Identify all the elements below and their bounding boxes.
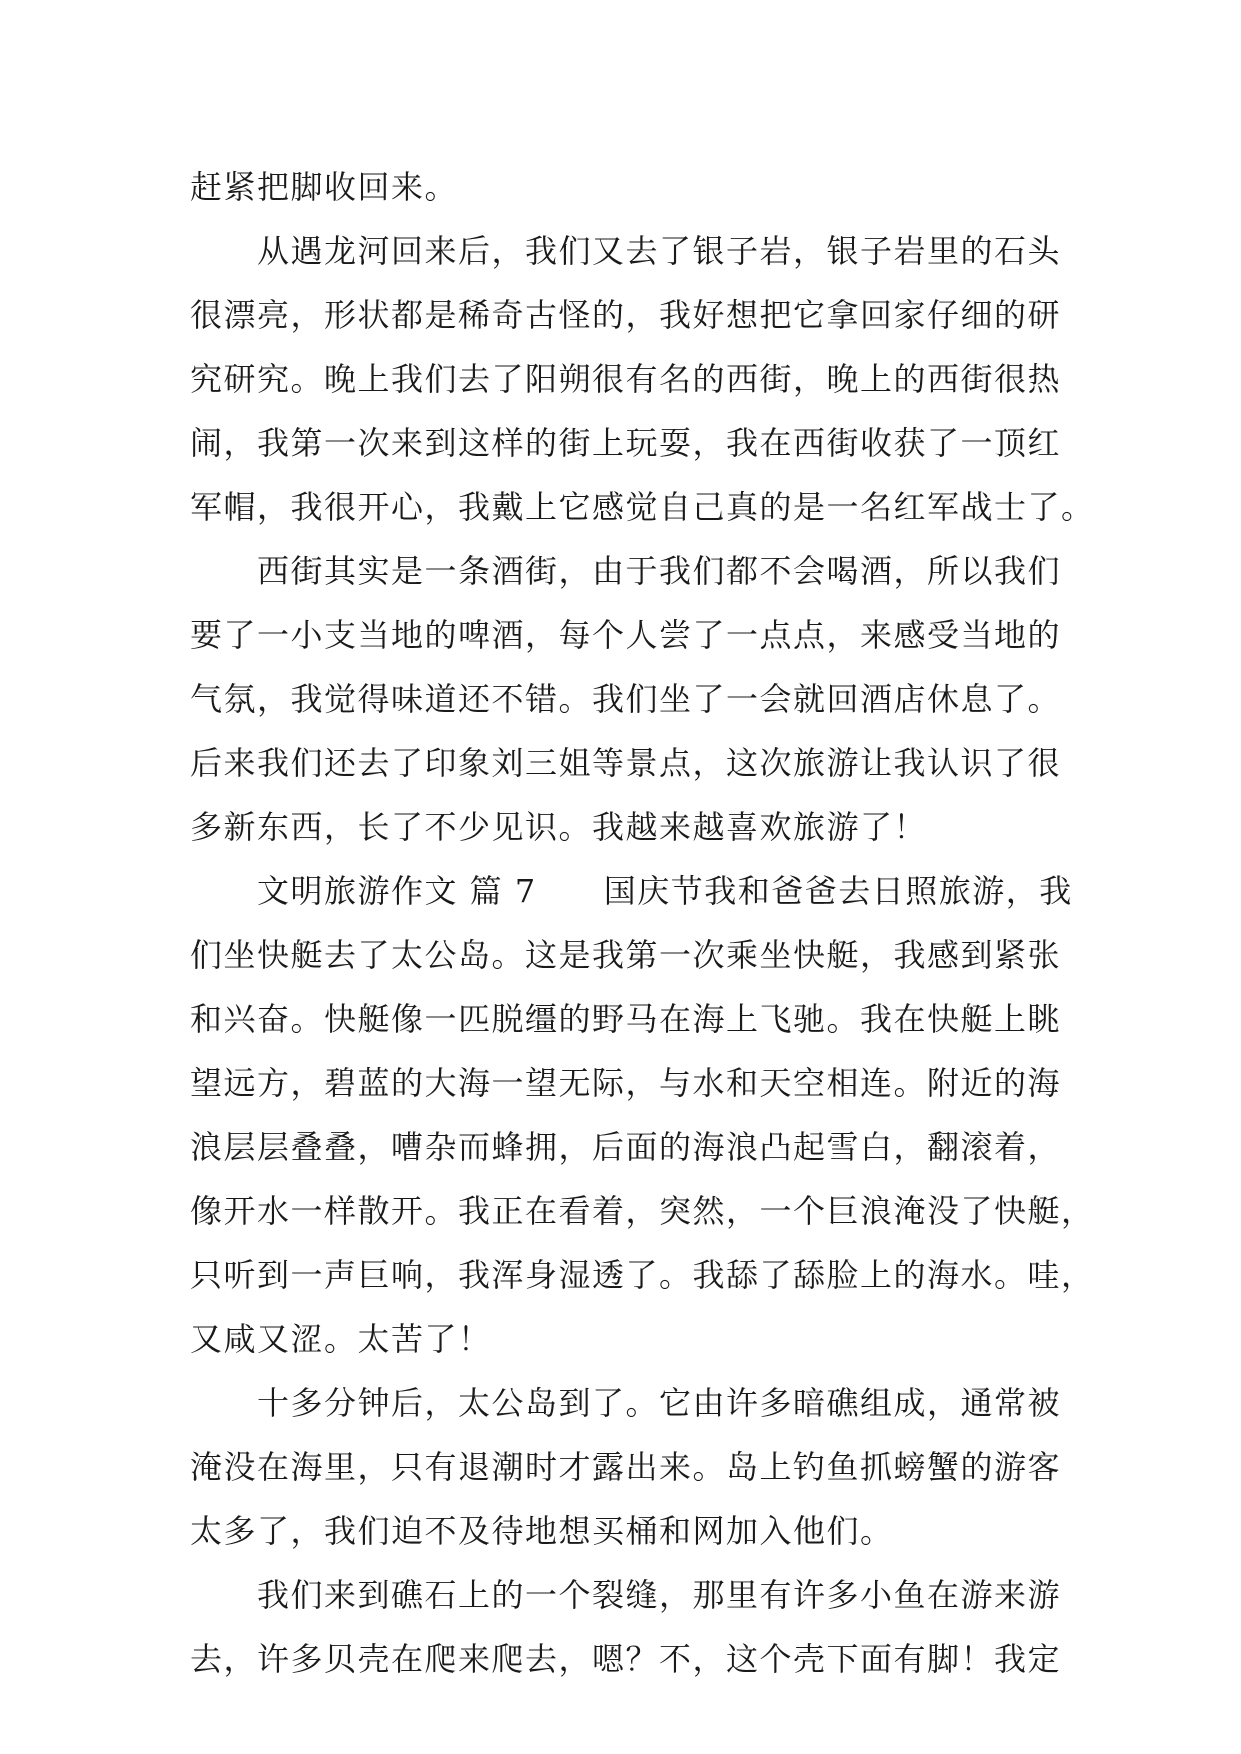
text-line: 从遇龙河回来后，我们又去了银子岩，银子岩里的石头	[190, 232, 1062, 270]
text-line: 后来我们还去了印象刘三姐等景点，这次旅游让我认识了很	[190, 744, 1062, 782]
text-line: 军帽，我很开心，我戴上它感觉自己真的是一名红军战士了。	[190, 488, 1095, 526]
text-line: 要了一小支当地的啤酒，每个人尝了一点点，来感受当地的	[190, 616, 1062, 654]
text-line: 望远方，碧蓝的大海一望无际，与水和天空相连。附近的海	[190, 1064, 1062, 1102]
text-line: 像开水一样散开。我正在看着，突然，一个巨浪淹没了快艇，	[190, 1192, 1095, 1230]
text-line: 赶紧把脚收回来。	[190, 168, 459, 206]
text-line: 多新东西，长了不少见识。我越来越喜欢旅游了！	[190, 808, 928, 846]
text-line: 闹，我第一次来到这样的街上玩耍，我在西街收获了一顶红	[190, 424, 1062, 462]
text-line: 很漂亮，形状都是稀奇古怪的，我好想把它拿回家仔细的研	[190, 296, 1062, 334]
text-line: 我们来到礁石上的一个裂缝，那里有许多小鱼在游来游	[190, 1576, 1062, 1614]
text-line: 浪层层叠叠，嘈杂而蜂拥，后面的海浪凸起雪白，翻滚着，	[190, 1128, 1062, 1166]
text-line: 去，许多贝壳在爬来爬去，嗯？不，这个壳下面有脚！我定	[190, 1640, 1062, 1678]
body-text	[190, 155, 1095, 1691]
text-line: 气氛，我觉得味道还不错。我们坐了一会就回酒店休息了。	[190, 680, 1062, 718]
text-line: 淹没在海里，只有退潮时才露出来。岛上钓鱼抓螃蟹的游客	[190, 1448, 1062, 1486]
text-line: 只听到一声巨响，我浑身湿透了。我舔了舔脸上的海水。哇，	[190, 1256, 1095, 1294]
section-heading-line: 文明旅游作文 篇 7 国庆节我和爸爸去日照旅游，我	[190, 872, 1073, 910]
text-line: 十多分钟后，太公岛到了。它由许多暗礁组成，通常被	[190, 1384, 1062, 1422]
text-line: 太多了，我们迫不及待地想买桶和网加入他们。	[190, 1512, 894, 1550]
text-line: 们坐快艇去了太公岛。这是我第一次乘坐快艇，我感到紧张	[190, 936, 1062, 974]
text-line: 究研究。晚上我们去了阳朔很有名的西街，晚上的西街很热	[190, 360, 1062, 398]
text-line: 西街其实是一条酒街，由于我们都不会喝酒，所以我们	[190, 552, 1062, 590]
text-line: 又咸又涩。太苦了！	[190, 1320, 492, 1358]
text-line: 和兴奋。快艇像一匹脱缰的野马在海上飞驰。我在快艇上眺	[190, 1000, 1062, 1038]
